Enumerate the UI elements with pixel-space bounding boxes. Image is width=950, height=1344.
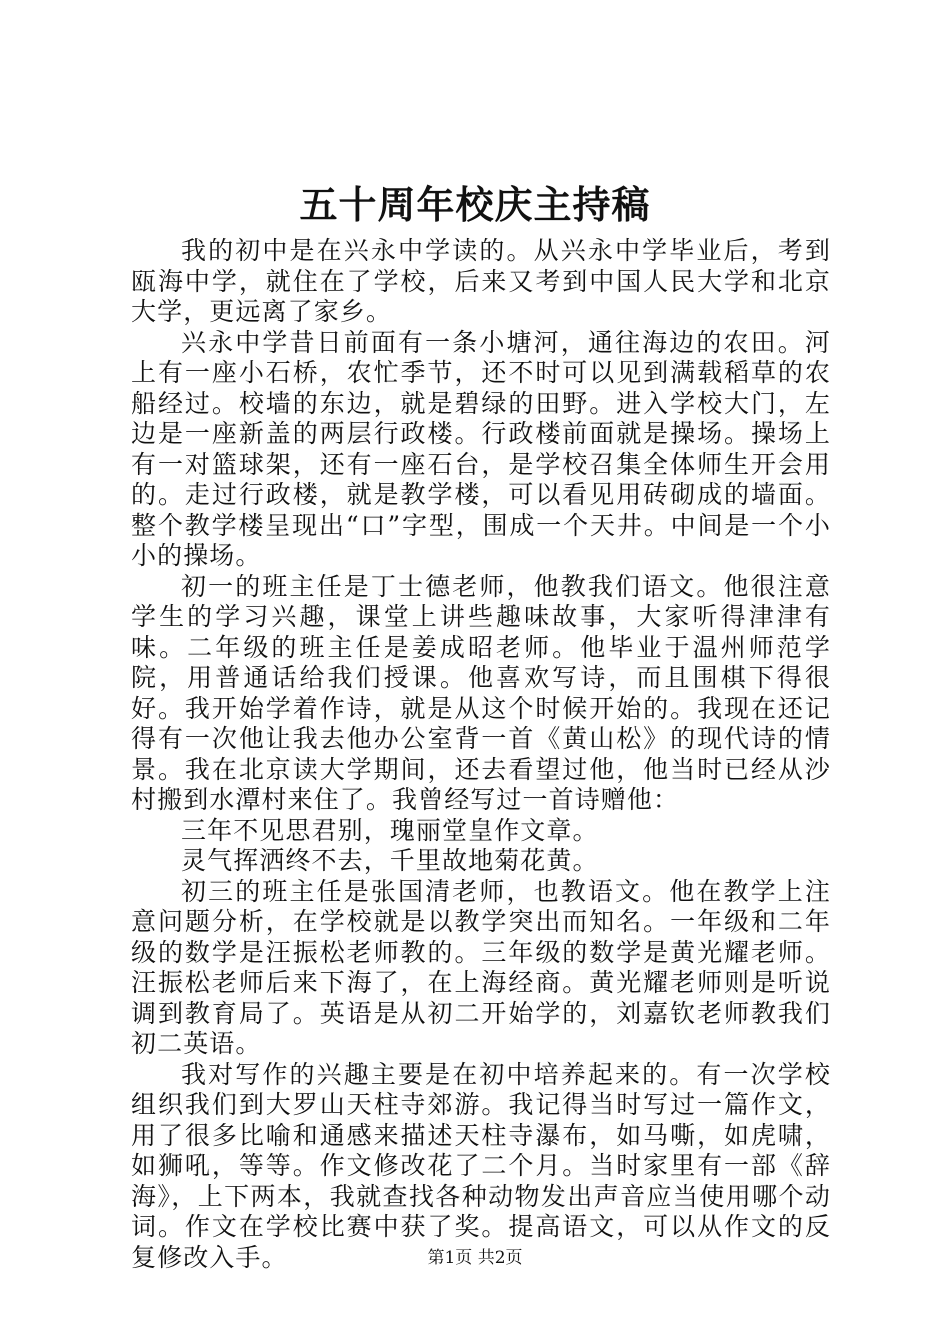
paragraph: 我对写作的兴趣主要是在初中培养起来的。有一次学校组织我们到大罗山天柱寺郊游。我记得当时写过一篇作文，用了很多比喻和通感来描述天柱寺瀑布，如马嘶，如虎啸，如狮吼，等等。作文修改花了二个月。当时家里有一部《辞海》，上下两本，我就查找各种动物发出声音应当使用哪个动词。作文在学校比赛中获了奖。提高语文，可以从作文的反复修改入手。 xyxy=(131,1059,831,1272)
paragraph: 兴永中学昔日前面有一条小塘河，通往海边的农田。河上有一座小石桥，农忙季节，还不时可以见到满载稻草的农船经过。校墙的东边，就是碧绿的田野。进入学校大门，左边是一座新盖的两层行政楼。行政楼前面就是操场。操场上有一对篮球架，还有一座石台，是学校召集全体师生开会用的。走过行政楼，就是教学楼，可以看见用砖砌成的墙面。整个教学楼呈现出“口”字型，围成一个天井。中间是一个小小的操场。 xyxy=(131,327,831,570)
document-body xyxy=(131,236,831,1273)
paragraph: 初一的班主任是丁士德老师，他教我们语文。他很注意学生的学习兴趣，课堂上讲些趣味故事，大家听得津津有味。二年级的班主任是姜成昭老师。他毕业于温州师范学院，用普通话给我们授课。他喜欢写诗，而且围棋下得很好。我开始学着作诗，就是从这个时候开始的。我现在还记得有一次他让我去他办公室背一首《黄山松》的现代诗的情景。我在北京读大学期间，还去看望过他，他当时已经从沙村搬到水潭村来住了。我曾经写过一首诗赠他： xyxy=(131,571,831,814)
poem-line: 三年不见思君别，瑰丽堂皇作文章。 xyxy=(181,815,599,845)
page-footer: 第1页 共2页 xyxy=(427,1248,523,1268)
paragraph: 初三的班主任是张国清老师，也教语文。他在教学上注意问题分析，在学校就是以教学突出而知名。一年级和二年级的数学是汪振松老师教的。三年级的数学是黄光耀老师。汪振松老师后来下海了，在上海经商。黄光耀老师则是听说调到教育局了。英语是从初二开始学的，刘嘉钦老师教我们初二英语。 xyxy=(131,876,831,1058)
paragraph: 我的初中是在兴永中学读的。从兴永中学毕业后，考到瓯海中学，就住在了学校，后来又考到中国人民大学和北京大学，更远离了家乡。 xyxy=(131,236,831,326)
poem-line: 灵气挥洒终不去，千里故地菊花黄。 xyxy=(181,846,599,875)
document-title: 五十周年校庆主持稿 xyxy=(299,182,651,227)
